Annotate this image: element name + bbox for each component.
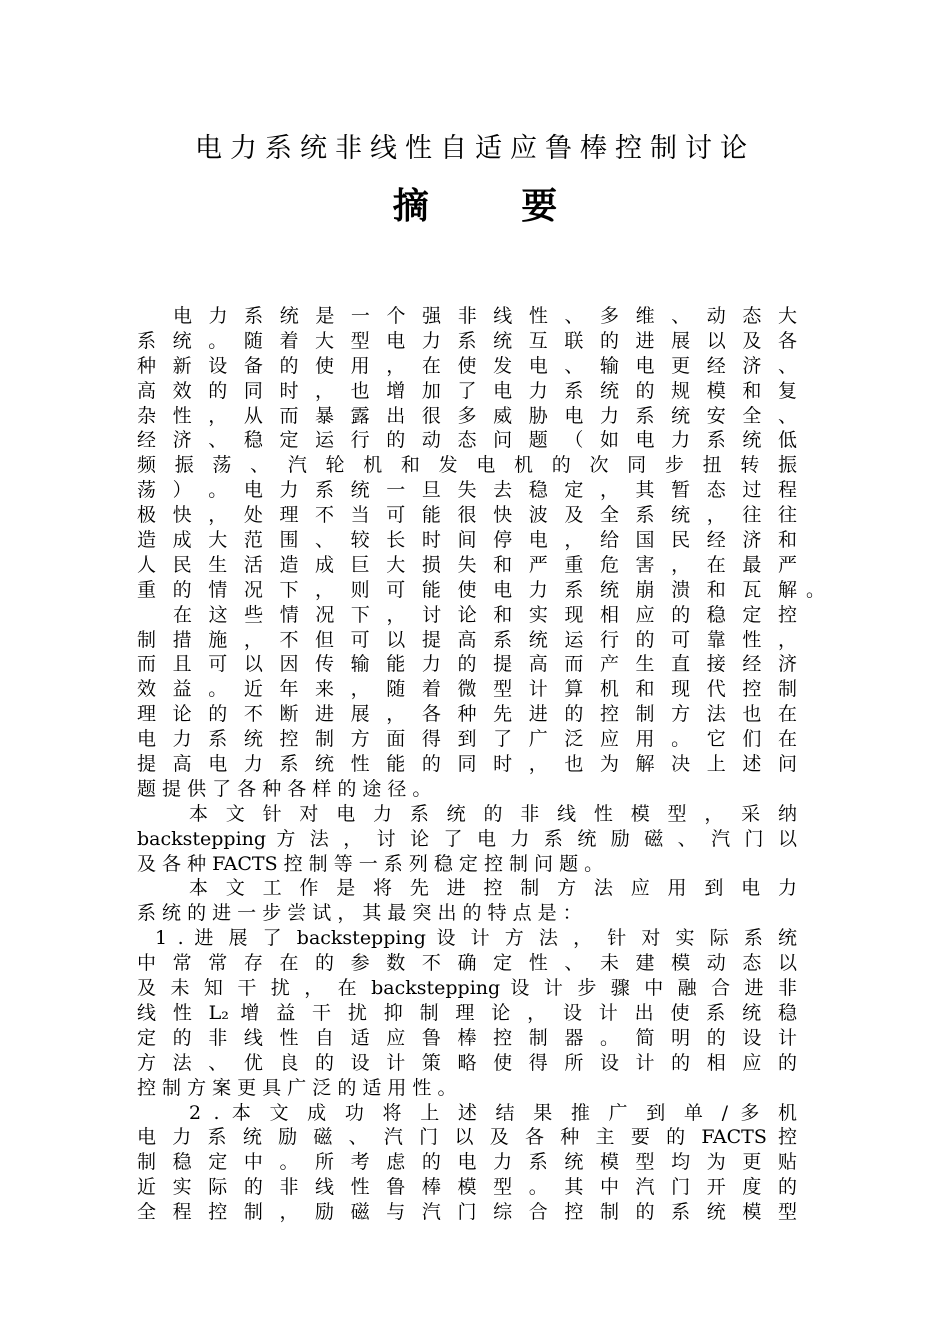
text-line-content: 制 措 施 ， 不 但 可 以 提 高 系 统 运 行 的 可 靠 性 ， bbox=[137, 628, 797, 651]
text-line-content: 重 的 情 况 下 ， 则 可 能 使 电 力 系 统 崩 溃 和 瓦 解 bbox=[137, 578, 797, 601]
text-line bbox=[137, 404, 797, 429]
text-line bbox=[137, 354, 797, 379]
text-line-content: 种 新 设 备 的 使 用 ， 在 使 发 电 、 输 电 更 经 济 、 bbox=[137, 354, 797, 377]
text-line bbox=[137, 1200, 797, 1225]
text-line-content: 荡 ） 。 电 力 系 统 一 旦 失 去 稳 定 ， 其 暂 态 过 程 bbox=[137, 479, 797, 502]
text-line-content: 本 文 工 作 是 将 先 进 控 制 方 法 应 用 到 电 力 bbox=[189, 877, 797, 900]
text-line-content: 本 文 针 对 电 力 系 统 的 非 线 性 模 型 ， 采 纳 bbox=[189, 802, 797, 825]
text-line-content: 人 民 生 活 造 成 巨 大 损 失 和 严 重 危 害 ， 在 最 严 bbox=[137, 553, 797, 576]
text-line bbox=[137, 1026, 797, 1051]
text-line-content: 2 . 本 文 成 功 将 上 述 结 果 推 广 到 单 / 多 机 bbox=[189, 1101, 797, 1124]
text-line-content: 系 统 。 随 着 大 型 电 力 系 统 互 联 的 进 展 以 及 各 bbox=[137, 329, 797, 352]
text-line bbox=[137, 876, 797, 901]
text-line-content: 极 快 ， 处 理 不 当 可 能 很 快 波 及 全 系 统 ， 往 往 bbox=[137, 504, 797, 527]
text-line-content: 提 高 电 力 系 统 性 能 的 同 时 ， 也 为 解 决 上 述 问 bbox=[137, 753, 797, 776]
text-line-content: 电 力 系 统 控 制 方 面 得 到 了 广 泛 应 用 。 它 们 在 bbox=[137, 728, 797, 751]
text-line-content: 全 程 控 制 ， 励 磁 与 汽 门 综 合 控 制 的 系 统 模 型 bbox=[137, 1201, 797, 1224]
text-line bbox=[137, 702, 797, 727]
text-line bbox=[137, 951, 797, 976]
text-line bbox=[137, 1051, 797, 1076]
text-line-content: 经 济 、 稳 定 运 行 的 动 态 问 题 （ 如 电 力 系 统 低 bbox=[137, 429, 797, 452]
text-line-content: 理 论 的 不 断 进 展 ， 各 种 先 进 的 控 制 方 法 也 在 bbox=[137, 703, 797, 726]
text-line-content: 电 力 系 统 是 一 个 强 非 线 性 、 多 维 、 动 态 大 bbox=[173, 305, 797, 327]
text-line-content: backstepping 方 法 ， 讨 论 了 电 力 系 统 励 磁 、 汽 门 以 bbox=[137, 827, 797, 850]
abstract-heading: 摘 要 bbox=[392, 185, 598, 227]
text-line bbox=[137, 603, 797, 628]
text-line-content: 频 振 荡 、 汽 轮 机 和 发 电 机 的 次 同 步 扭 转 振 bbox=[137, 454, 797, 477]
text-line bbox=[137, 677, 797, 702]
text-line-content: 效 益 。 近 年 来 ， 随 着 微 型 计 算 机 和 现 代 控 制 bbox=[137, 678, 797, 701]
text-line bbox=[137, 453, 797, 478]
text-line bbox=[137, 329, 797, 354]
text-line-content: 杂 性 ， 从 而 暴 露 出 很 多 威 胁 电 力 系 统 安 全 、 bbox=[137, 404, 797, 427]
text-line-content: 电 力 系 统 励 磁 、 汽 门 以 及 各 种 主 要 的 FACTS 控 bbox=[137, 1126, 797, 1149]
text-line bbox=[137, 1175, 797, 1200]
text-line bbox=[137, 304, 797, 329]
text-line-content: 1 . 进 展 了 backstepping 设 计 方 法 ， 针 对 实 际 系 统 bbox=[155, 927, 797, 950]
text-line-content: 方 法 、 优 良 的 设 计 策 略 使 得 所 设 计 的 相 应 的 bbox=[137, 1051, 797, 1074]
text-line bbox=[137, 628, 797, 653]
text-line-content: 而 且 可 以 因 传 输 能 力 的 提 高 而 产 生 直 接 经 济 bbox=[137, 653, 797, 676]
text-line-content: 系 统 的 进 一 步 尝 试 ， 其 最 突 出 的 特 点 是 ： bbox=[137, 902, 582, 925]
text-line bbox=[137, 777, 797, 802]
text-line-content: 及 各 种 FACTS 控 制 等 一 系 列 稳 定 控 制 问 题 。 bbox=[137, 852, 604, 875]
text-line bbox=[137, 1125, 797, 1150]
text-line bbox=[137, 976, 797, 1001]
abstract-body bbox=[137, 304, 825, 1225]
text-line bbox=[137, 901, 797, 926]
text-line-content: 定 的 非 线 性 自 适 应 鲁 棒 控 制 器 。 简 明 的 设 计 bbox=[137, 1026, 797, 1049]
text-line bbox=[137, 428, 797, 453]
text-line bbox=[137, 827, 797, 852]
text-line bbox=[137, 1150, 797, 1175]
text-line bbox=[137, 578, 825, 603]
text-line bbox=[137, 503, 797, 528]
overflow-punctuation: 。 bbox=[805, 578, 825, 601]
text-line-content: 在 这 些 情 况 下 ， 讨 论 和 实 现 相 应 的 稳 定 控 bbox=[173, 603, 797, 626]
text-line-content: 控 制 方 案 更 具 广 泛 的 适 用 性 。 bbox=[137, 1076, 457, 1099]
text-line bbox=[137, 802, 797, 827]
text-line-content: 造 成 大 范 围 、 较 长 时 间 停 电 ， 给 国 民 经 济 和 bbox=[137, 529, 797, 552]
text-line bbox=[137, 852, 797, 877]
text-line bbox=[137, 1001, 797, 1026]
text-line bbox=[137, 752, 797, 777]
text-line-content: 线 性 L₂ 增 益 干 扰 抑 制 理 论 ， 设 计 出 使 系 统 稳 bbox=[137, 1001, 797, 1024]
text-line-content: 制 稳 定 中 。 所 考 虑 的 电 力 系 统 模 型 均 为 更 贴 bbox=[137, 1151, 797, 1174]
text-line bbox=[137, 1076, 797, 1101]
text-line bbox=[137, 478, 797, 503]
text-line-content: 近 实 际 的 非 线 性 鲁 棒 模 型 。 其 中 汽 门 开 度 的 bbox=[137, 1176, 797, 1199]
document-title: 电力系统非线性自适应鲁棒控制讨论 bbox=[195, 133, 755, 164]
text-line-content: 题 提 供 了 各 种 各 样 的 途 径 。 bbox=[137, 777, 432, 800]
text-line bbox=[137, 1101, 797, 1126]
text-line-content: 中 常 常 存 在 的 参 数 不 确 定 性 、 未 建 模 动 态 以 bbox=[137, 952, 797, 975]
text-line bbox=[137, 652, 797, 677]
text-line bbox=[137, 727, 797, 752]
text-line bbox=[137, 379, 797, 404]
text-line bbox=[137, 926, 797, 951]
text-line-content: 及 未 知 干 扰 ， 在 backstepping 设 计 步 骤 中 融 合 进 非 bbox=[137, 977, 797, 1000]
text-line bbox=[137, 553, 797, 578]
text-line-content: 高 效 的 同 时 ， 也 增 加 了 电 力 系 统 的 规 模 和 复 bbox=[137, 379, 797, 402]
text-line bbox=[137, 528, 797, 553]
